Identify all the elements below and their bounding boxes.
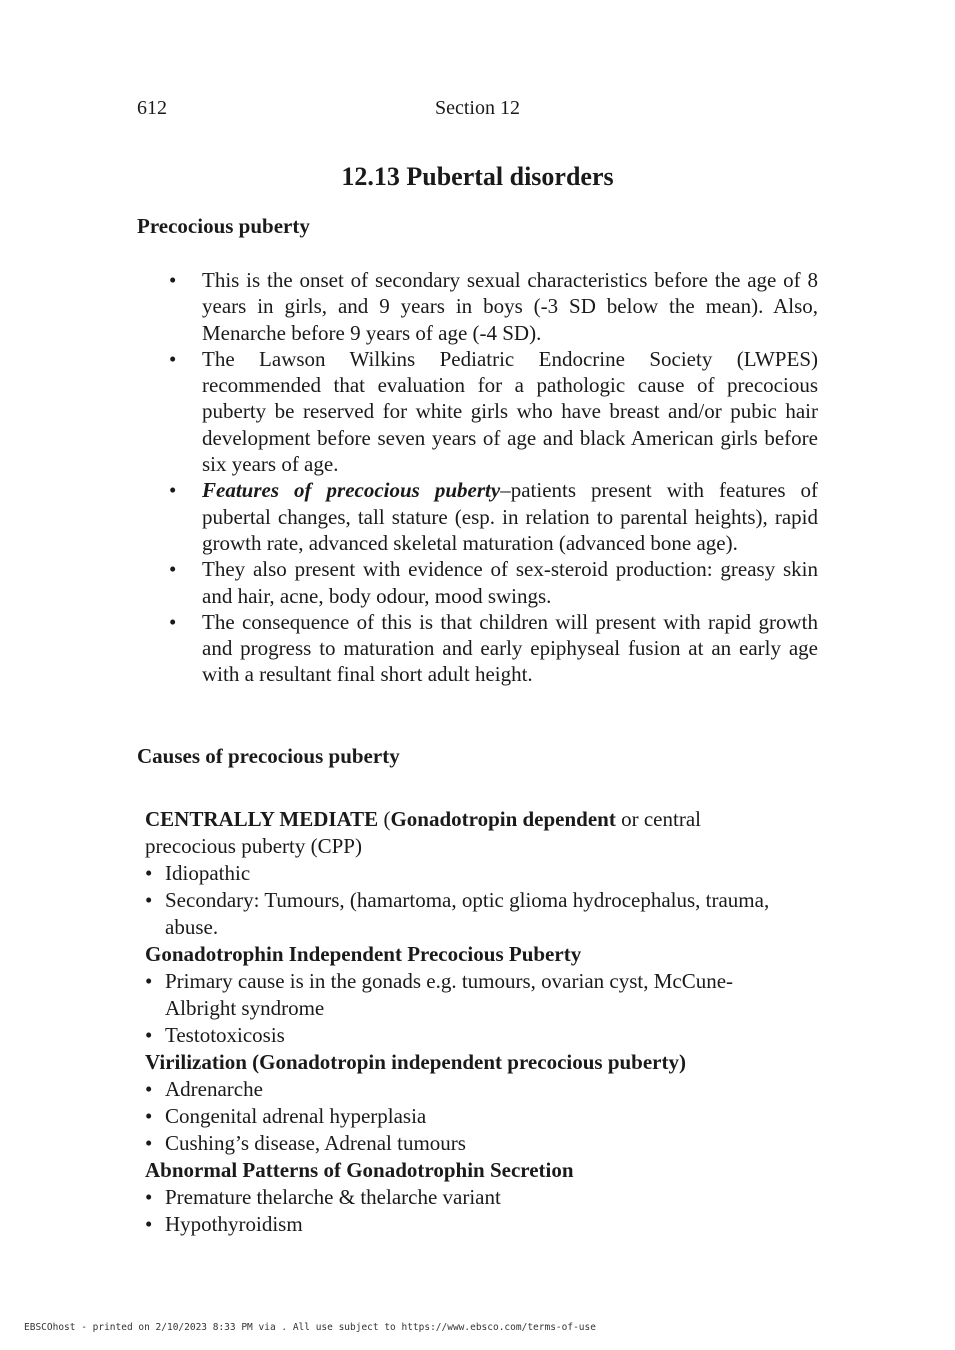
chapter-title: 12.13 Pubertal disorders	[341, 162, 614, 191]
list-item	[145, 1130, 785, 1157]
list-item-text: Idiopathic	[165, 861, 251, 885]
bullet-icon: •	[145, 969, 153, 993]
list-item	[169, 609, 818, 688]
list-item	[145, 860, 785, 887]
list-item-text: Secondary: Tumours, (hamartoma, optic glioma hydrocephalus, trauma, abuse.	[165, 888, 770, 939]
list-item-text: Adrenarche	[165, 1077, 263, 1101]
central-subtitle: Gonadotropin dependent	[390, 807, 616, 831]
list-item-text: Cushing’s disease, Adrenal tumours	[165, 1131, 466, 1155]
central-title: CENTRALLY MEDIATE	[145, 807, 379, 831]
precocious-bullet-list	[169, 267, 818, 688]
list-item	[169, 556, 818, 609]
bullet-icon: •	[145, 1104, 153, 1128]
list-item	[145, 1076, 785, 1103]
causes-box	[145, 806, 785, 1238]
list-item-text: The Lawson Wilkins Pediatric Endocrine Society (LWPES) recommended that evaluation for a pathologic cause of precocious puberty be reserved for white girls who have breast and/or pubic hair development before seven years of age and black American girls before six years of age.	[202, 346, 818, 477]
central-group-heading	[145, 806, 785, 860]
print-footer: EBSCOhost - printed on 2/10/2023 8:33 PM via . All use subject to https://www.ebsco.com/terms-of-use	[24, 1322, 596, 1333]
bullet-icon: •	[145, 1023, 153, 1047]
list-item-text: Premature thelarche & thelarche variant	[165, 1185, 501, 1209]
list-item	[145, 887, 785, 941]
bullet-icon: •	[169, 268, 177, 292]
virilization-heading: Virilization (Gonadotropin independent precocious puberty)	[145, 1050, 686, 1074]
gonadotrophin-independent-heading: Gonadotrophin Independent Precocious Puberty	[145, 942, 582, 966]
bullet-icon: •	[145, 1077, 153, 1101]
bullet-icon: •	[169, 346, 177, 371]
bullet-icon: •	[169, 609, 177, 634]
list-item	[169, 477, 818, 556]
list-item-text: Primary cause is in the gonads e.g. tumours, ovarian cyst, McCune-Albright syndrome	[165, 969, 734, 1020]
bullet-icon: •	[145, 888, 153, 912]
list-item	[169, 346, 818, 477]
list-item	[145, 1022, 785, 1049]
bullet-icon: •	[169, 557, 177, 582]
abnormal-patterns-list	[145, 1184, 785, 1238]
central-rest: or central precocious puberty (CPP)	[145, 807, 701, 858]
bullet-icon: •	[145, 861, 153, 885]
list-item-term: Features of precocious puberty	[202, 478, 501, 503]
central-paren: (	[378, 807, 391, 831]
list-item-text: –patients present with features of pubertal changes, tall stature (esp. in relation to parental heights), rapid growth rate, advanced skeletal maturation (advanced bone age).	[202, 478, 818, 555]
bullet-icon: •	[169, 478, 177, 503]
gonadotrophin-independent-list	[145, 968, 785, 1049]
section-heading-causes: Causes of precocious puberty	[137, 744, 400, 768]
list-item	[145, 1184, 785, 1211]
list-item-text: This is the onset of secondary sexual characteristics before the age of 8 years in girls, and 9 years in boys (-3 SD below the mean). Also, Menarche before 9 years of age (-4 SD).	[202, 268, 818, 345]
running-head: Section 12	[435, 97, 520, 119]
central-list	[145, 860, 785, 941]
list-item-text: The consequence of this is that children will present with rapid growth and progress to maturation and early epiphyseal fusion at an early age with a resultant final short adult height.	[202, 609, 818, 687]
list-item	[145, 1211, 785, 1238]
bullet-icon: •	[145, 1131, 153, 1155]
section-heading-precocious-puberty: Precocious puberty	[137, 214, 310, 238]
list-item-text: They also present with evidence of sex-steroid production: greasy skin and hair, acne, body odour, mood swings.	[202, 557, 818, 608]
list-item-text: Congenital adrenal hyperplasia	[165, 1104, 427, 1128]
bullet-icon: •	[145, 1212, 153, 1236]
list-item	[169, 267, 818, 346]
list-item	[145, 1103, 785, 1130]
list-item-text: Hypothyroidism	[165, 1212, 303, 1236]
list-item	[145, 968, 785, 1022]
bullet-icon: •	[145, 1185, 153, 1209]
virilization-list	[145, 1076, 785, 1157]
page-number: 612	[137, 97, 167, 119]
list-item-text: Testotoxicosis	[165, 1023, 285, 1047]
abnormal-patterns-heading: Abnormal Patterns of Gonadotrophin Secretion	[145, 1158, 574, 1182]
